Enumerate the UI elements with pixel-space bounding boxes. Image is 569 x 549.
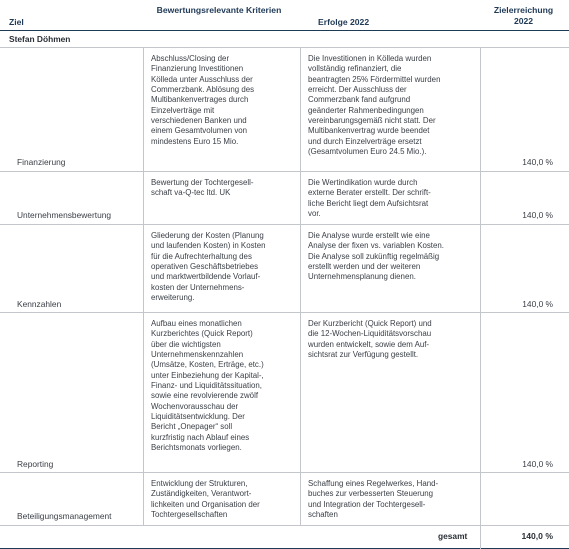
- row-success: Der Kurzbericht (Quick Report) und die 12-Wochen-Liquiditätsvorschau wurden entwickelt, sowie dem Auf- sichtsrat zur Verfügung gestellt.: [308, 319, 432, 360]
- row-criteria: Entwicklung der Strukturen, Zuständigkeiten, Verantwort- lichkeiten und Organisation der Tochtergesellschaften: [151, 479, 260, 520]
- header-success: Erfolge 2022: [318, 17, 370, 27]
- row-rate: 140,0 %: [522, 459, 553, 469]
- row-goal: Unternehmensbewertung: [17, 210, 112, 220]
- row-success: Schaffung eines Regelwerkes, Hand- buches zur verbesserten Steuerung und Integration der Tochtergesell- schaften: [308, 479, 439, 520]
- row-goal: Reporting: [17, 459, 54, 469]
- table-row: [0, 48, 569, 172]
- table-header: [0, 0, 569, 31]
- row-criteria: Gliederung der Kosten (Planung und laufenden Kosten) in Kosten für die Aufrechterhaltung des operativen Geschäftsbetriebes und marktwertbildende Vorlauf- kosten der Unternehmens- erweiterung.: [151, 231, 266, 303]
- total-row: [0, 526, 569, 549]
- row-success: Die Investitionen in Kölleda wurden vollständig refinanziert, die beantragten 25% Fördermittel wurden erreicht. Der Ausschluss der Commerzbank fand aufgrund geänderter Rahmenbedingungen vereinbarungsgemäß nicht statt. Der Multibankenvertrag wurde beendet und durch Einzelverträge ersetzt (Gesamtvolumen Euro 24.5 Mio.).: [308, 54, 441, 157]
- table-row: [0, 473, 569, 526]
- row-criteria: Bewertung der Tochtergesell- schaft va-Q-tec ltd. UK: [151, 178, 254, 198]
- row-goal: Beteiligungsmanagement: [17, 511, 112, 521]
- header-rate: Zielerreichung 2022: [493, 5, 554, 26]
- row-rate: 140,0 %: [522, 157, 553, 167]
- row-rate: 140,0 %: [522, 299, 553, 309]
- total-label: gesamt: [438, 531, 468, 541]
- person-name: Stefan Döhmen: [9, 34, 71, 44]
- row-criteria: Aufbau eines monatlichen Kurzberichtes (Quick Report) über die wichtigsten Unternehmenskennzahlen (Umsätze, Kosten, Erträge, etc.) unter Einbeziehung der Kapital-, Finanz- und Liquiditätssituation, sowie eine revolvierende zwölf Wochenvorausschau der Liquiditätsentwicklung. Der Bericht „Onepager“ soll kurzfristig nach Ablauf eines Berichtsmonats vorliegen.: [151, 319, 264, 453]
- row-success: Die Analyse wurde erstellt wie eine Analyse der fixen vs. variablen Kosten. Die Analyse soll zukünftig regelmäßig erstellt werden und der weiteren Unternehmensplanung dienen.: [308, 231, 444, 282]
- table-row: [0, 313, 569, 473]
- header-criteria: Bewertungsrelevante Kriterien: [156, 5, 282, 15]
- row-criteria: Abschluss/Closing der Finanzierung Investitionen Kölleda unter Ausschluss der Commerzbank. Ablösung des Multibankenvertrages durch Einzelverträge mit verschiedenen Banken und einem Gesamtvolumen von mindestens Euro 15 Mio.: [151, 54, 255, 146]
- total-value: 140,0 %: [521, 531, 553, 541]
- row-success: Die Wertindikation wurde durch externe Berater erstellt. Der schrift- liche Bericht liegt dem Aufsichtsrat vor.: [308, 178, 431, 219]
- row-rate: 140,0 %: [522, 210, 553, 220]
- column-divider: [480, 526, 481, 549]
- table-row: [0, 172, 569, 225]
- header-goal: Ziel: [9, 17, 24, 27]
- table-row: [0, 225, 569, 313]
- row-goal: Finanzierung: [17, 157, 66, 167]
- person-row: [0, 31, 569, 48]
- row-goal: Kennzahlen: [17, 299, 62, 309]
